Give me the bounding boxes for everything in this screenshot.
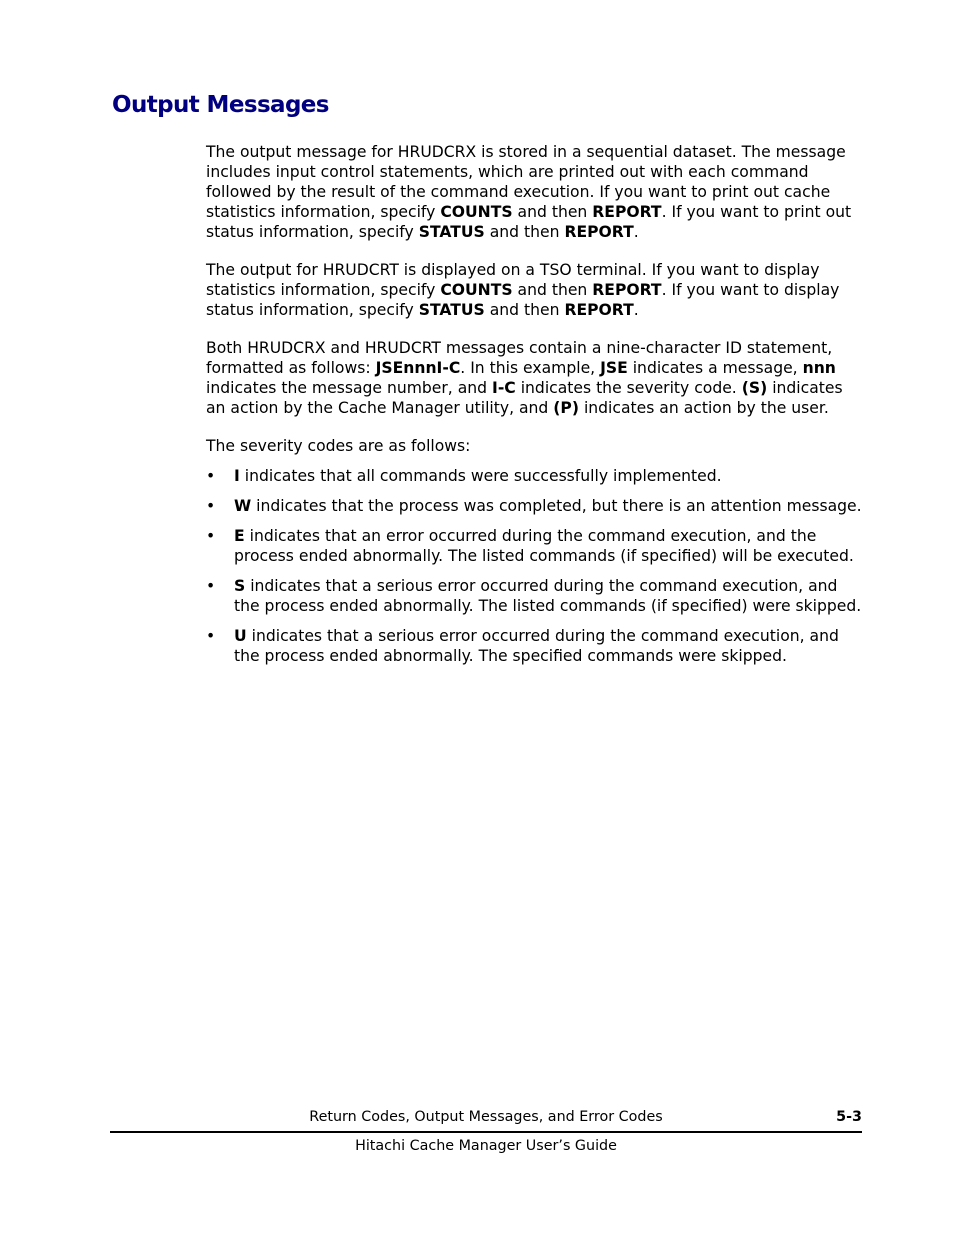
keyword-report: REPORT [592, 281, 662, 299]
keyword-severity: I-C [492, 379, 516, 397]
severity-code: U [234, 627, 247, 645]
list-item: • I indicates that all commands were successfully implemented. [206, 467, 722, 485]
keyword-id-format: JSEnnnI-C [375, 359, 461, 377]
keyword-report: REPORT [592, 203, 662, 221]
body-content [206, 142, 862, 676]
keyword-status: STATUS [418, 301, 485, 319]
bullet-icon: • [206, 467, 216, 485]
keyword-counts: COUNTS [440, 203, 513, 221]
list-item: • E indicates that an error occurred during the command execution, and the process ended abnormally. The listed commands (if specified) will be executed. [206, 527, 854, 565]
list-item: • W indicates that the process was completed, but there is an attention message. [206, 497, 862, 515]
keyword-jse: JSE [600, 359, 628, 377]
keyword-report: REPORT [564, 301, 634, 319]
bullet-icon: • [206, 577, 216, 595]
footer-divider [110, 1131, 862, 1133]
keyword-s-action: (S) [741, 379, 768, 397]
section-heading: Output Messages [112, 92, 329, 118]
paragraph-hrudcrt: The output for HRUDCRT is displayed on a TSO terminal. If you want to display statistics information, specify COUNTS and then REPORT. If you want to display status information, specify STATUS and then REPORT. [206, 261, 840, 319]
keyword-report: REPORT [564, 223, 634, 241]
severity-code: S [234, 577, 246, 595]
footer-top-line [110, 1109, 862, 1129]
page-number: 5-3 [836, 1109, 862, 1125]
severity-code: I [234, 467, 240, 485]
bullet-icon: • [206, 497, 216, 515]
bullet-icon: • [206, 627, 216, 645]
severity-code-list [206, 466, 862, 666]
list-item: • U indicates that a serious error occurred during the command execution, and the process ended abnormally. The specified commands were skipped. [206, 627, 839, 665]
keyword-nnn: nnn [802, 359, 836, 377]
keyword-p-action: (P) [553, 399, 579, 417]
severity-code: E [234, 527, 245, 545]
bullet-icon: • [206, 527, 216, 545]
paragraph-hrudcrx: The output message for HRUDCRX is stored in a sequential dataset. The message includes input control statements, which are printed out with each command followed by the result of the command execution. If you want to print out cache statistics information, specify COUNTS and then REPORT. If you want to print out status information, specify STATUS and then REPORT. [206, 143, 852, 241]
paragraph-message-id: Both HRUDCRX and HRUDCRT messages contain a nine-character ID statement, formatted as follows: JSEnnnI-C. In this example, JSE indicates a message, nnn indicates the message number, and I-C indicates the severity code. (S) indicates an action by the Cache Manager utility, and (P) indicates an action by the user. [206, 339, 843, 417]
footer-guide-title: Hitachi Cache Manager User’s Guide [355, 1138, 617, 1154]
keyword-counts: COUNTS [440, 281, 513, 299]
keyword-status: STATUS [418, 223, 485, 241]
footer-section-title: Return Codes, Output Messages, and Error Codes [309, 1109, 663, 1125]
severity-code: W [234, 497, 252, 515]
paragraph-severity-intro: The severity codes are as follows: [206, 437, 471, 455]
list-item: • S indicates that a serious error occurred during the command execution, and the process ended abnormally. The listed commands (if specified) were skipped. [206, 577, 862, 615]
